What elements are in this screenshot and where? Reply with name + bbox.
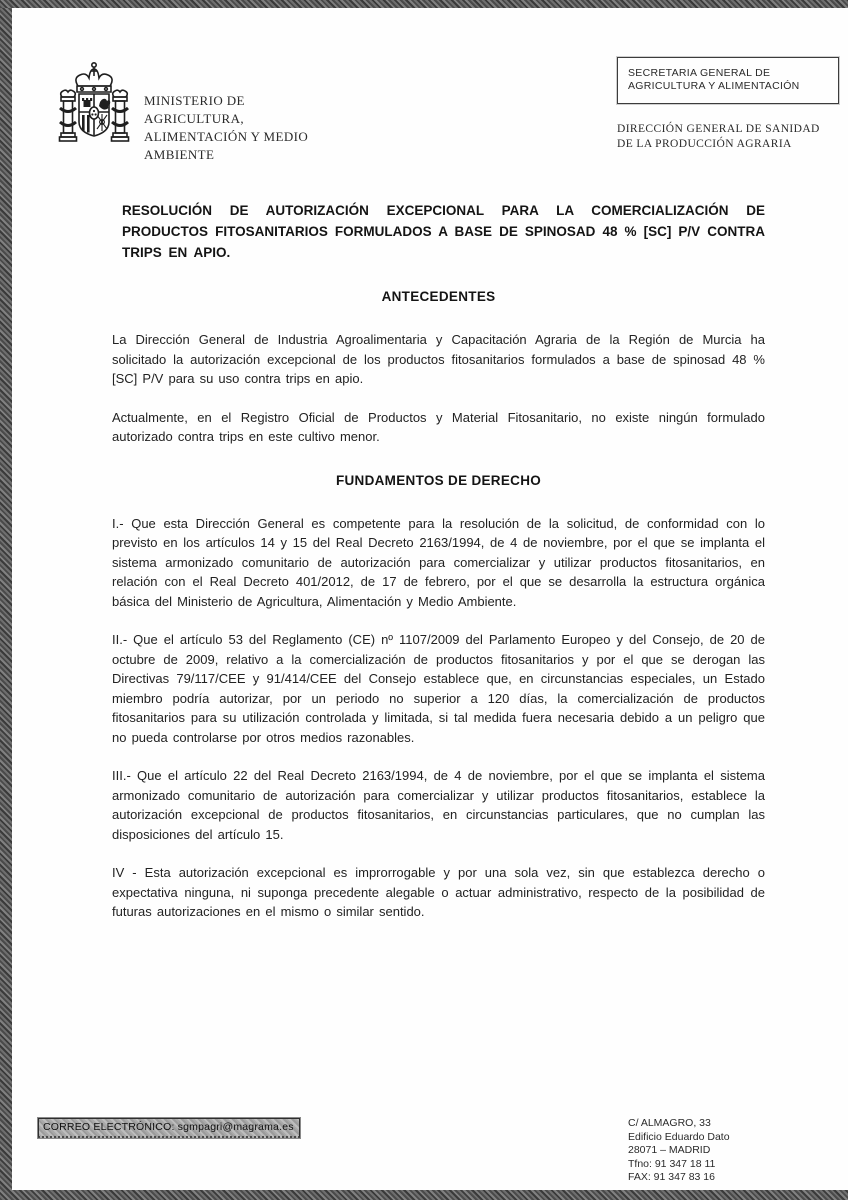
paragraph-antecedentes-2: Actualmente, en el Registro Oficial de Productos y Material Fitosanitario, no existe ningún formulado autorizado contra trips en este cultivo menor. xyxy=(112,409,765,444)
scan-edge-bottom xyxy=(0,1190,848,1200)
secretaria-line: SECRETARIA GENERAL DE xyxy=(628,67,771,79)
footer-address-line: Edificio Eduardo Dato xyxy=(628,1130,730,1143)
spain-coat-of-arms-icon xyxy=(52,60,136,169)
secretaria-line: AGRICULTURA Y ALIMENTACIÓN xyxy=(628,80,800,92)
paragraph-fundamento-1: I.- Que esta Dirección General es competente para la resolución de la solicitud, de conformidad con lo previsto en los artículos 14 y 15 del Real Decreto 2163/1994, de 4 de noviembre, por el que se implanta el sistema armonizado comunitario de autorización para comercializar y utilizar productos fitosanitarios, en relación con el Real Decreto 401/2012, de 17 de febrero, por el que se desarrolla la estructura orgánica básica del Ministerio de Agricultura, Alimentación y Medio Ambiente. xyxy=(112,515,765,609)
section-heading-fundamentos: FUNDAMENTOS DE DERECHO xyxy=(335,472,542,488)
header-right xyxy=(617,57,839,152)
footer-address-line: 28071 – MADRID xyxy=(628,1144,711,1156)
paragraph-antecedentes-1: La Dirección General de Industria Agroalimentaria y Capacitación Agraria de la Región de Murcia ha solicitado la autorización excepcional de los productos fitosanitarios formulados a base de spinosad 48 % [SC] P/V para su uso contra trips en apio. xyxy=(112,332,765,386)
paragraph-fundamento-4: IV - Esta autorización excepcional es improrrogable y por una sola vez, sin que establezca derecho o expectativa ninguna, ni suponga precedente alegable o actuar administrativo, respecto de la posibilidad de futuras autorizaciones en el mismo o similar sentido. xyxy=(112,865,765,919)
footer-address-line: FAX: 91 347 83 16 xyxy=(628,1171,715,1183)
footer-address-line: Tfno: 91 347 18 11 xyxy=(628,1157,716,1170)
ministry-name-line: AGRICULTURA, xyxy=(144,111,245,126)
header-left xyxy=(52,60,308,169)
direccion-line: DIRECCIÓN GENERAL DE SANIDAD xyxy=(617,123,820,135)
scan-edge-left xyxy=(0,0,12,1200)
ministry-name-line: ALIMENTACIÓN Y MEDIO xyxy=(144,129,309,144)
ministry-name-line: AMBIENTE xyxy=(144,147,215,162)
document-body xyxy=(112,200,765,941)
ministry-name-line: MINISTERIO DE xyxy=(144,93,245,108)
direccion-general-label xyxy=(617,122,839,152)
secretaria-general-box xyxy=(617,57,839,104)
ministry-name xyxy=(144,92,308,164)
footer-address-block xyxy=(628,1117,730,1185)
footer-address-line: C/ ALMAGRO, 33 xyxy=(628,1117,711,1129)
scan-edge-top xyxy=(0,0,848,8)
paragraph-fundamento-3: III.- Que el artículo 22 del Real Decreto 2163/1994, de 4 de noviembre, por el que se implanta el sistema armonizado comunitario de autorización para comercializar y utilizar productos fitosanitarios, establece la autorización excepcional de productos fitosanitarios, en circunstancias particulares, que no cumplan las disposiciones del artículo 15. xyxy=(112,768,765,842)
document-title: RESOLUCIÓN DE AUTORIZACIÓN EXCEPCIONAL PARA LA COMERCIALIZACIÓN DE PRODUCTOS FITOSANITARIOS FORMULADOS A BASE DE SPINOSAD 48 % [SC] P/V CONTRA TRIPS EN APIO. xyxy=(122,203,765,260)
footer-email-box: CORREO ELECTRÓNICO: sgmpagri@magrama.es xyxy=(38,1118,300,1138)
section-heading-antecedentes: ANTECEDENTES xyxy=(381,289,496,304)
paragraph-fundamento-2: II.- Que el artículo 53 del Reglamento (CE) nº 1107/2009 del Parlamento Europeo y del Consejo, de 20 de octubre de 2009, relativo a la comercialización de productos fitosanitarios y por el que se derogan las Directivas 79/117/CEE y 91/414/CEE del Consejo establece que, en circunstancias especiales, un Estado miembro podría autorizar, por un periodo no superior a 120 días, la comercialización de productos fitosanitarios para su utilización controlada y limitada, si tal medida fuera necesaria debido a un peligro que no pueda controlarse por otros medios razonables. xyxy=(112,632,765,745)
direccion-line: DE LA PRODUCCIÓN AGRARIA xyxy=(617,138,792,150)
